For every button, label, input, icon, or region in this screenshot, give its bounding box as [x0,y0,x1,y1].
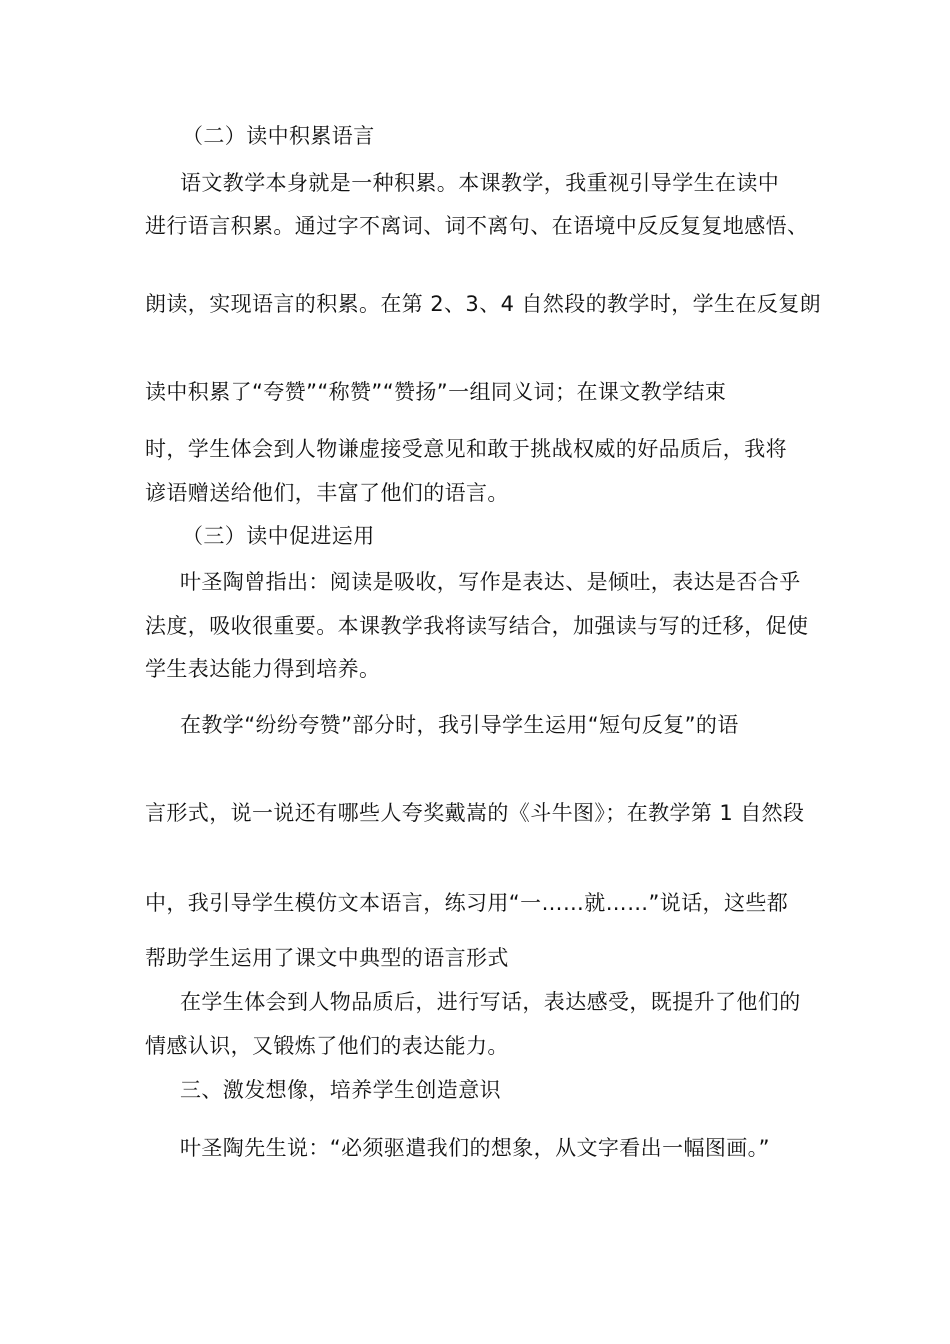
paragraph-line: 叶圣陶曾指出：阅读是吸收，写作是表达、是倾吐，表达是否合乎 [180,570,801,594]
paragraph-line: 帮助学生运用了课文中典型的语言形式 [145,946,509,970]
paragraph-line: 在学生体会到人物品质后，进行写话，表达感受，既提升了他们的 [180,990,801,1014]
paragraph-line: 读中积累了“夸赞”“称赞”“赞扬”一组同义词；在课文教学结束 [145,380,727,404]
paragraph-line: 法度，吸收很重要。本课教学我将读写结合，加强读与写的迁移，促使 [145,614,809,638]
section-heading: （二）读中积累语言 [182,124,375,148]
paragraph-line: 时，学生体会到人物谦虚接受意见和敢于挑战权威的好品质后，我将 [145,437,787,461]
paragraph-line: 情感认识，又锻炼了他们的表达能力。 [145,1034,509,1058]
paragraph-line: 在教学“纷纷夸赞”部分时，我引导学生运用“短句反复”的语 [180,713,739,737]
paragraph-line: 进行语言积累。通过字不离词、词不离句、在语境中反反复复地感悟、 [145,214,809,238]
paragraph-line: 中，我引导学生模仿文本语言，练习用“一……就……”说话，这些都 [145,891,789,915]
paragraph-line: 朗读，实现语言的积累。在第 2、3、4 自然段的教学时，学生在反复朗 [145,292,822,316]
section-heading: 三、激发想像，培养学生创造意识 [180,1078,501,1102]
paragraph-line: 叶圣陶先生说：“必须驱遣我们的想象，从文字看出一幅图画。” [180,1136,770,1160]
paragraph-line: 言形式，说一说还有哪些人夸奖戴嵩的《斗牛图》；在教学第 1 自然段 [145,801,805,825]
paragraph-line: 语文教学本身就是一种积累。本课教学，我重视引导学生在读中 [180,171,780,195]
paragraph-line: 谚语赠送给他们，丰富了他们的语言。 [145,481,509,505]
section-heading: （三）读中促进运用 [182,524,375,548]
paragraph-line: 学生表达能力得到培养。 [145,657,381,681]
